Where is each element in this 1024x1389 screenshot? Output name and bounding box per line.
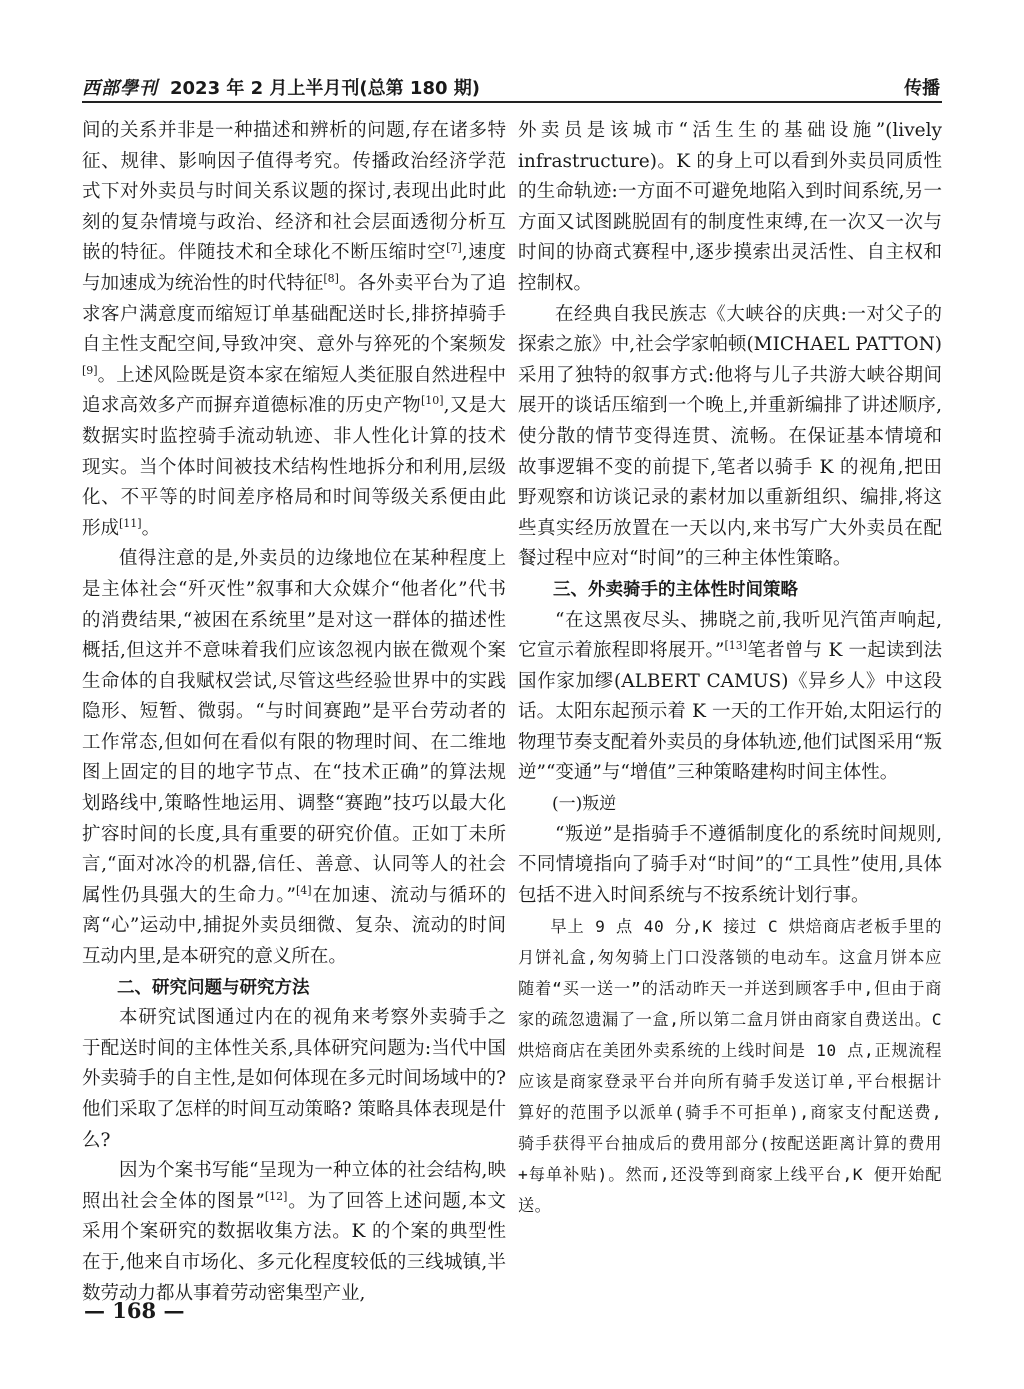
section-label: 传播 [904,78,940,99]
citation: [4] [296,883,312,897]
paragraph: 值得注意的是,外卖员的边缘地位在某种程度上是主体社会“歼灭性”叙事和大众媒介“他者化”代书的消费结果,“被困在系统里”是对这一群体的描述性概括,但这并不意味着我们应该忽视内嵌在微观个案生命体的自我赋权尝试,尽管这些经验世界中的实践隐形、短暂、微弱。“与时间赛跑”是平台劳动者的工作常态,但如何在看似有限的物理时间、在二维地图上固定的目的地字节点、在“技术正确”的算法规划路线中,策略性地运用、调整“赛跑”技巧以最大化扩容时间的长度,具有重要的研究价值。正如丁未所言,“面对冰冷的机器,信任、善意、认同等人的社会属性仍具强大的生命力。”[4]在加速、流动与循环的离“心”运动中,捕捉外卖员细微、复杂、流动的时间互动内里,是本研究的意义所在。 [82,548,506,968]
page-number: — 168 — [84,1298,185,1323]
citation: [7] [446,241,462,255]
paragraph: 在经典自我民族志《大峡谷的庆典:一对父子的探索之旅》中,社会学家帕顿(MICHAEL PATTON)采用了独特的叙事方式:他将与儿子共游大峡谷期间展开的谈话压缩到一个晚上,并重新编排了讲述顺序,使分散的情节变得连贯、流畅。在保证基本情境和故事逻辑不变的前提下,笔者以骑手 K 的视角,把田野观察和访谈记录的素材加以重新组织、编排,将这些真实经历放置在一天以内,来书写广大外卖员在配餐过程中应对“时间”的三种主体性策略。 [518,303,942,570]
paragraph: “在这黑夜尽头、拂晓之前,我听见汽笛声响起,它宣示着旅程即将展开。”[13]笔者曾与 K 一起读到法国作家加缪(ALBERT CAMUS)《异乡人》中这段话。太阳东起预示着 K 一天的工作开始,太阳运行的物理节奏支配着外卖员的身体轨迹,他们试图采用“叛逆”“变通”与“增值”三种策略建构时间主体性。 [518,609,942,784]
section-heading: 二、研究问题与研究方法 [117,977,310,998]
subsection-heading: (一)叛逆 [552,794,617,815]
citation: [11] [119,516,142,530]
right-column [518,116,942,1221]
paragraph: 本研究试图通过内在的视角来考察外卖骑手之于配送时间的主体性关系,具体研究问题为:当代中国外卖骑手的自主性,是如何体现在多元时间场域中的? 他们采取了怎样的时间互动策略? 策略具体表现是什么? [82,1007,506,1151]
citation: [12] [264,1189,288,1203]
paragraph: 外卖员是该城市“活生生的基础设施”(lively infrastructure)。K 的身上可以看到外卖员同质性的生命轨迹:一方面不可避免地陷入到时间系统,另一方面又试图跳脱固有的制度性束缚,在一次又一次与时间的协商式赛程中,逐步摸索出灵活性、自主权和控制权。 [518,120,942,294]
citation: [13] [724,638,748,652]
paragraph: 因为个案书写能“呈现为一种立体的社会结构,映照出社会全体的图景”[12]。为了回答上述问题,本文采用个案研究的数据收集方法。K 的个案的典型性在于,他来自市场化、多元化程度较低的三线城镇,半数劳动力都从事着劳动密集型产业, [82,1160,506,1304]
citation: [9] [82,363,98,377]
field-narrative: 早上 9 点 40 分,K 接过 C 烘焙商店老板手里的月饼礼盒,匆匆骑上门口没落锁的电动车。这盒月饼本应随着“买一送一”的活动昨天一并送到顾客手中,但由于商家的疏忽遗漏了一盒,所以第二盒月饼由商家自费送出。C 烘焙商店在美团外卖系统的上线时间是 10 点,正规流程应该是商家登录平台并向所有骑手发送订单,平台根据计算好的范围予以派单(骑手不可拒单),商家支付配送费,骑手获得平台抽成后的费用部分(按配送距离计算的费用+每单补贴)。然而,还没等到商家上线平台,K 便开始配送。 [518,917,942,1216]
journal-logo: 西部學刊 [82,78,158,99]
header-rule [82,101,942,103]
paragraph: “叛逆”是指骑手不遵循制度化的系统时间规则,不同情境指向了骑手对“时间”的“工具性”使用,具体包括不进入时间系统与不按系统计划行事。 [518,823,942,906]
issue-info: 2023 年 2 月上半月刊(总第 180 期) [170,78,480,99]
citation: [8] [323,271,339,285]
citation: [10] [421,394,444,408]
running-header [82,64,942,100]
left-column [82,116,506,1309]
paragraph: 间的关系并非是一种描述和辨析的问题,存在诸多特征、规律、影响因子值得考究。传播政治经济学范式下对外卖员与时间关系议题的探讨,表现出此时此刻的复杂情境与政治、经济和社会层面透彻分析互嵌的特征。伴随技术和全球化不断压缩时空[7],速度与加速成为统治性的时代特征[8]。各外卖平台为了追求客户满意度而缩短订单基础配送时长,排挤掉骑手自主性支配空间,导致冲突、意外与猝死的个案频发[9]。上述风险既是资本家在缩短人类征服自然进程中追求高效多产而摒弃道德标准的历史产物[10],又是大数据实时监控骑手流动轨迹、非人性化计算的技术现实。当个体时间被技术结构性地拆分和利用,层级化、不平等的时间差序格局和时间等级关系便由此形成[11]。 [82,120,506,539]
section-heading: 三、外卖骑手的主体性时间策略 [553,579,798,600]
